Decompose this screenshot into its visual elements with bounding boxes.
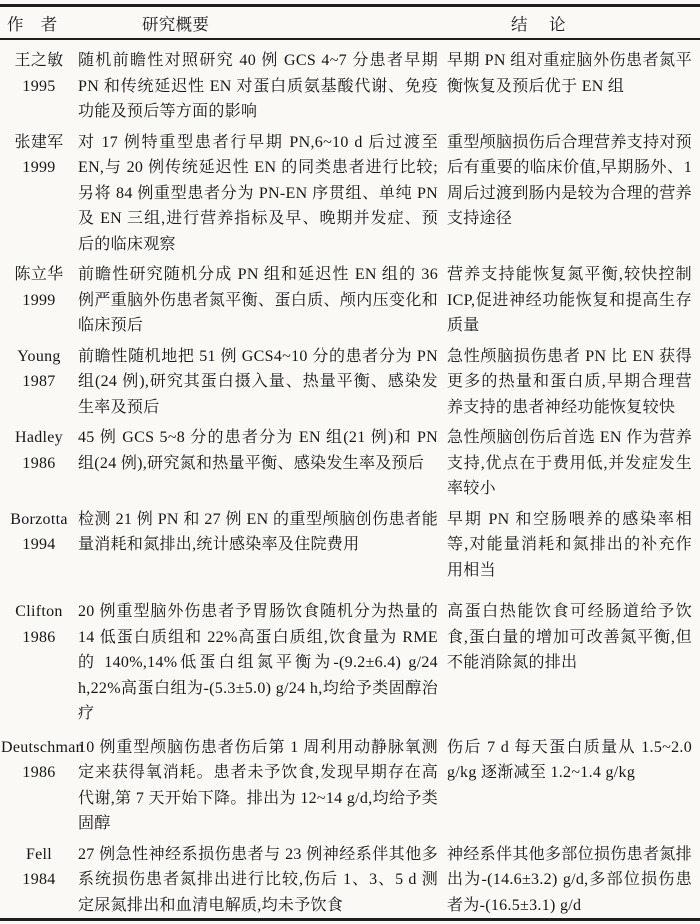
- table-header-row: [0, 7, 700, 40]
- study-summary: 检测 21 例 PN 和 27 例 EN 的重型颅脑创伤患者能量消耗和氮排出,统计感染率及住院费用: [78, 510, 438, 553]
- author-name: Hadley: [14, 429, 63, 446]
- author-cell: [0, 507, 78, 584]
- author-name: 王之敏: [14, 52, 64, 69]
- table-row: [0, 735, 700, 837]
- author-cell: [0, 262, 78, 339]
- author-cell: [0, 735, 84, 837]
- author-cell: [0, 344, 78, 421]
- study-summary: 对 17 例特重型患者行早期 PN,6~10 d 后过渡至 EN,与 20 例传统延迟性 EN 的同类患者进行比较;另将 84 例重型患者分为 PN-EN 序贯组、单纯 PN 及 EN 三组,进行营养指标及早、晚期并发症、预后的临床观察: [78, 133, 438, 253]
- study-conclusion: 重型颅脑损伤后合理营养支持对预后有重要的临床价值,早期肠外、1 周后过渡到肠内是较为合理的营养支持途径: [447, 133, 692, 227]
- author-name: Deutschman: [1, 738, 84, 756]
- publication-year: 1999: [22, 159, 56, 176]
- author-name: 陈立华: [14, 266, 64, 283]
- study-summary: 27 例急性神经系损伤患者与 23 例神经系伴其他多系统损伤患者氮排出进行比较,伤后 1、3、5 d 测定尿氮排出和血清电解质,均未予饮食: [78, 845, 438, 914]
- table-row: [0, 507, 700, 584]
- author-cell: [0, 842, 78, 919]
- study-summary: 45 例 GCS 5~8 分的患者分为 EN 组(21 例)和 PN 组(24 例),研究氮和热量平衡、感染发生率及预后: [78, 429, 438, 472]
- table-row: [0, 842, 700, 919]
- study-conclusion: 营养支持能恢复氮平衡,较快控制 ICP,促进神经功能恢复和提高生存质量: [447, 266, 692, 334]
- publication-year: 1986: [22, 764, 56, 781]
- table-row: [0, 425, 700, 502]
- column-header-summary: 研究概要: [142, 14, 210, 34]
- study-conclusion: 急性颅脑创伤后首选 EN 作为营养支持,优点在于费用低,并发症发生率较小: [447, 429, 692, 497]
- author-cell: [0, 130, 78, 258]
- publication-year: 1986: [22, 628, 56, 646]
- study-conclusion: 伤后 7 d 每天蛋白质量从 1.5~2.0 g/kg 逐渐减至 1.2~1.4 g/kg: [447, 738, 692, 781]
- study-summary: 20 例重型脑外伤患者予胃肠饮食随机分为热量的 14 低蛋白质组和 22%高蛋白质组,饮食量为 RME 的 140%,14%低蛋白组氮平衡为-(9.2±6.4) g/24 h,22%高蛋白组为-(5.3±5.0) g/24 h,均给予类固醇治疗: [78, 603, 438, 722]
- publication-year: 1984: [22, 871, 56, 888]
- table-row: [0, 262, 700, 339]
- author-cell: [0, 48, 78, 125]
- study-summary: 前瞻性随机地把 51 例 GCS4~10 分的患者分为 PN 组(24 例),研究其蛋白摄入量、热量平衡、感染发生率及预后: [78, 347, 438, 416]
- column-header-conclusion: 结 论: [511, 14, 566, 34]
- table-row: [0, 48, 700, 125]
- author-name: 张建军: [14, 133, 64, 151]
- table-body: [0, 40, 700, 918]
- author-cell: [0, 599, 78, 727]
- study-conclusion: 早期 PN 组对重症脑外伤患者氮平衡恢复及预后优于 EN 组: [447, 52, 692, 95]
- author-name: Clifton: [15, 603, 63, 620]
- study-conclusion: 早期 PN 和空肠喂养的感染率相等,对能量消耗和氮排出的补充作用相当: [447, 510, 692, 579]
- study-summary: 10 例重型颅脑伤患者伤后第 1 周利用动静脉氧测定来获得氧消耗。患者未予饮食,发现早期存在高代谢,第 7 天开始下降。排出为 12~14 g/d,均给予类固醇: [78, 738, 438, 832]
- study-conclusion: 高蛋白热能饮食可经肠道给予饮食,蛋白量的增加可改善氮平衡,但不能消除氮的排出: [447, 603, 692, 671]
- publication-year: 1994: [22, 536, 56, 553]
- study-summary: 随机前瞻性对照研究 40 例 GCS 4~7 分患者早期 PN 和传统延迟性 EN 对蛋白质氨基酸代谢、免疫功能及预后等方面的影响: [78, 52, 438, 120]
- table-row: [0, 344, 700, 421]
- publication-year: 1987: [22, 373, 56, 390]
- author-cell: [0, 425, 78, 502]
- author-name: Young: [17, 347, 61, 365]
- study-conclusion: 急性颅脑损伤患者 PN 比 EN 获得更多的热量和蛋白质,早期合理营养支持的患者神经功能恢复较快: [447, 347, 692, 416]
- study-conclusion: 神经系伴其他多部位损伤患者氮排出为-(14.6±3.2) g/d,多部位损伤患者为-(16.5±3.1) g/d: [447, 845, 692, 914]
- study-summary: 前瞻性研究随机分成 PN 组和延迟性 EN 组的 36 例严重脑外伤患者氮平衡、蛋白质、颅内压变化和临床预后: [78, 266, 438, 334]
- author-name: Borzotta: [10, 510, 68, 528]
- publication-year: 1986: [22, 454, 56, 472]
- publication-year: 1995: [22, 77, 56, 95]
- publication-year: 1999: [22, 291, 56, 309]
- table-row: [0, 599, 700, 727]
- author-name: Fell: [25, 845, 53, 863]
- table-row: [0, 130, 700, 258]
- literature-review-table: [0, 4, 700, 918]
- table-bottom-rule: [0, 918, 700, 921]
- column-header-author: 作 者: [7, 14, 58, 34]
